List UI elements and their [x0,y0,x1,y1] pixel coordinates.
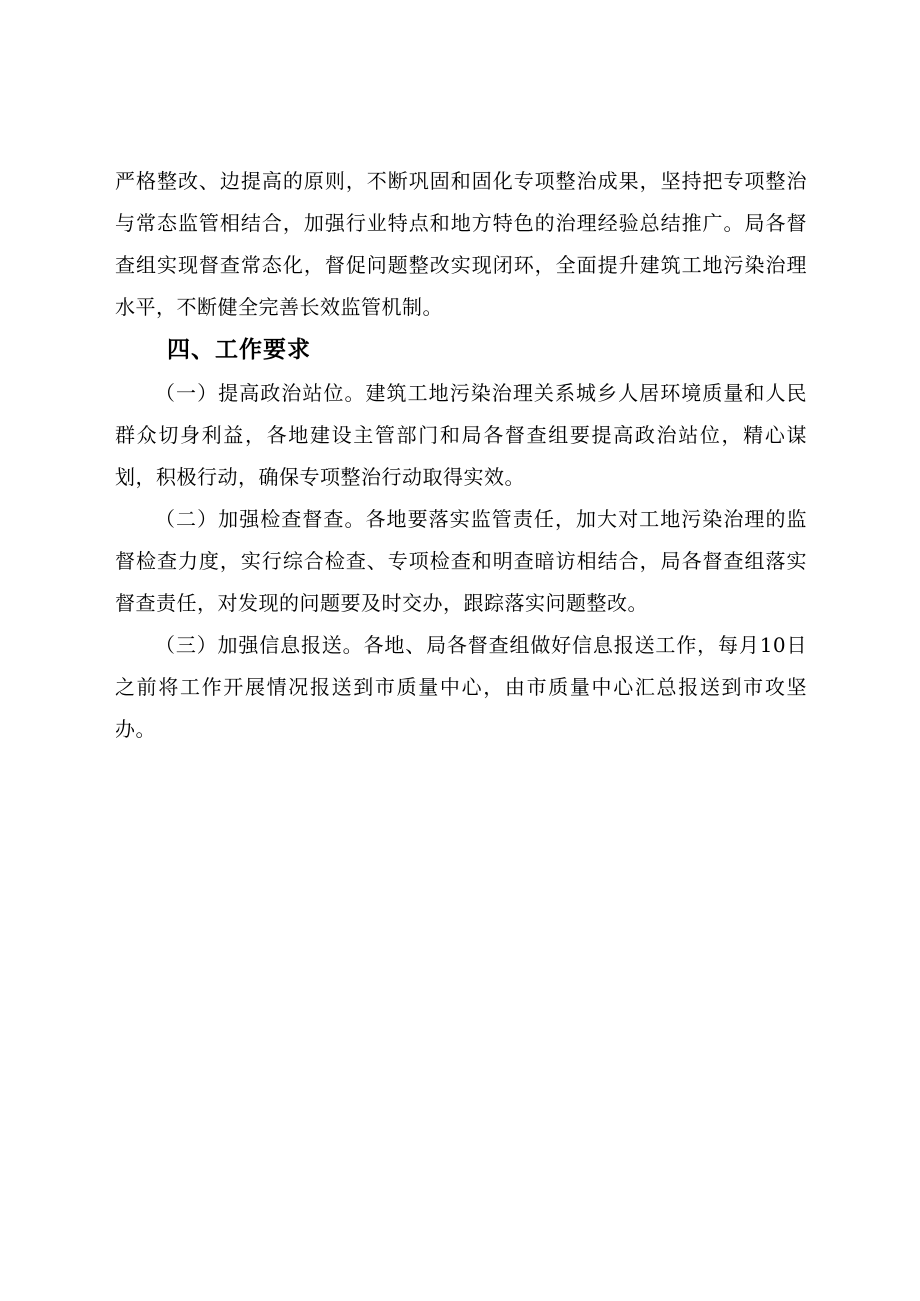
section-heading-work-requirements: 四、工作要求 [167,337,311,363]
paragraph-item-1: （一）提高政治站位。建筑工地污染治理关系城乡人居环境质量和人民群众切身利益，各地建设主管部门和局各督查组要提高政治站位，精心谋划，积极行动，确保专项整治行动取得实效。 [115,381,807,489]
paragraph-item-2: （二）加强检查督查。各地要落实监管责任，加大对工地污染治理的监督检查力度，实行综合检查、专项检查和明查暗访相结合，局各督查组落实督查责任，对发现的问题要及时交办，跟踪落实问题整改。 [115,507,807,615]
paragraph-continuation: 严格整改、边提高的原则，不断巩固和固化专项整治成果，坚持把专项整治与常态监管相结合，加强行业特点和地方特色的治理经验总结推广。局各督查组实现督查常态化，督促问题整改实现闭环，全面提升建筑工地污染治理水平，不断健全完善长效监管机制。 [115,169,807,319]
paragraph-item-3: （三）加强信息报送。各地、局各督查组做好信息报送工作，每月10日之前将工作开展情况报送到市质量中心，由市质量中心汇总报送到市攻坚办。 [115,633,807,741]
document-body [115,160,807,750]
